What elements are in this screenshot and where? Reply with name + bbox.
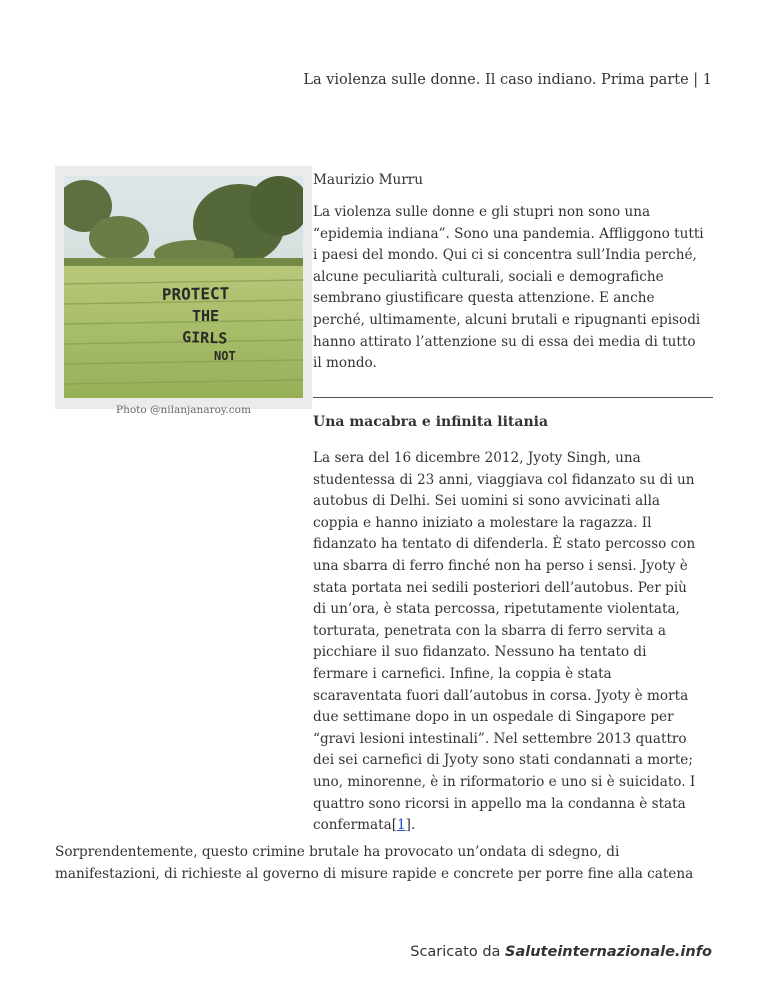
text-fragment: ]. [405, 817, 416, 834]
text-line: studentessa di 23 anni, viaggiava col fidanzato su di un [313, 471, 695, 488]
text-line: stata portata nei sedili posteriori dell’autobus. Per più [313, 579, 687, 596]
footer-site: Saluteinternazionale.info [505, 944, 712, 960]
text-line: hanno attirato l’attenzione su di essa dei media di tutto [313, 333, 696, 350]
article-story [313, 448, 713, 837]
text-line: fermare i carnefici. Infine, la coppia è stata [313, 665, 612, 682]
page-header: La violenza sulle donne. Il caso indiano. Prima parte | 1 [303, 72, 712, 88]
section-divider [313, 397, 713, 398]
text-line: uno, minorenne, è in riformatorio e uno si è suicidato. I [313, 773, 696, 790]
section-heading: Una macabra e infinita litania [313, 414, 549, 430]
text-line: fidanzato ha tentato di difenderla. È stato percosso con [313, 536, 696, 553]
text-line: La violenza sulle donne e gli stupri non sono una [313, 204, 651, 220]
footer-prefix: Scaricato da [410, 944, 506, 960]
text-line: di un’ora, è stata percossa, ripetutamente violentata, [313, 601, 680, 618]
graffiti-line-3: GIRLS [181, 328, 228, 348]
footnote-link[interactable]: 1 [397, 817, 406, 834]
text-line: due settimane dopo in un ospedale di Singapore per [313, 709, 674, 726]
graffiti-line-4: NOT [214, 349, 236, 363]
graffiti-photo [64, 176, 303, 398]
text-line: perché, ultimamente, alcuni brutali e ripugnanti episodi [313, 311, 701, 328]
article-intro [313, 202, 713, 375]
text-line: sembrano giustificare questa attenzione. E anche [313, 290, 655, 307]
graffiti-photo-image [64, 176, 303, 398]
text-line: i paesi del mondo. Qui ci si concentra sull’India perché, [313, 247, 697, 264]
text-line: una sbarra di ferro finché non ha perso i sensi. Jyoty è [313, 557, 688, 574]
graffiti-line-1: PROTECT [161, 283, 230, 304]
article-author: Maurizio Murru [313, 172, 424, 188]
text-line: dei sei carnefici di Jyoty sono stati condannati a morte; [313, 752, 693, 769]
text-line: “epidemia indiana”. Sono una pandemia. Affliggono tutti [313, 225, 704, 242]
photo-figure [55, 166, 312, 409]
text-line: picchiare il suo fidanzato. Nessuno ha tentato di [313, 644, 647, 661]
text-line: torturata, penetrata con la sbarra di ferro servita a [313, 622, 667, 639]
text-line: il mondo. [313, 355, 377, 372]
text-line: Sorprendentemente, questo crimine brutale ha provocato un’ondata di sdegno, di [55, 844, 620, 860]
text-line: manifestazioni, di richieste al governo di misure rapide e concrete per porre fine alla catena [55, 865, 694, 882]
page-footer [410, 944, 712, 960]
text-line-last [313, 815, 713, 837]
photo-caption: Photo @nilanjanaroy.com [116, 404, 251, 416]
text-line: alcune peculiarità culturali, sociali e demografiche [313, 268, 664, 285]
text-line: coppia e hanno iniziato a molestare la ragazza. Il [313, 514, 652, 531]
text-line: “gravi lesioni intestinali”. Nel settembre 2013 quattro [313, 730, 687, 747]
text-fragment: confermata[ [313, 817, 397, 834]
text-line: autobus di Delhi. Sei uomini si sono avvicinati alla [313, 493, 661, 510]
text-line: La sera del 16 dicembre 2012, Jyoty Singh, una [313, 450, 641, 466]
text-line: quattro sono ricorsi in appello ma la condanna è stata [313, 795, 686, 812]
text-line: scaraventata fuori dall’autobus in corsa. Jyoty è morta [313, 687, 689, 704]
article-continuation [55, 842, 715, 885]
graffiti-line-2: THE [192, 307, 220, 325]
